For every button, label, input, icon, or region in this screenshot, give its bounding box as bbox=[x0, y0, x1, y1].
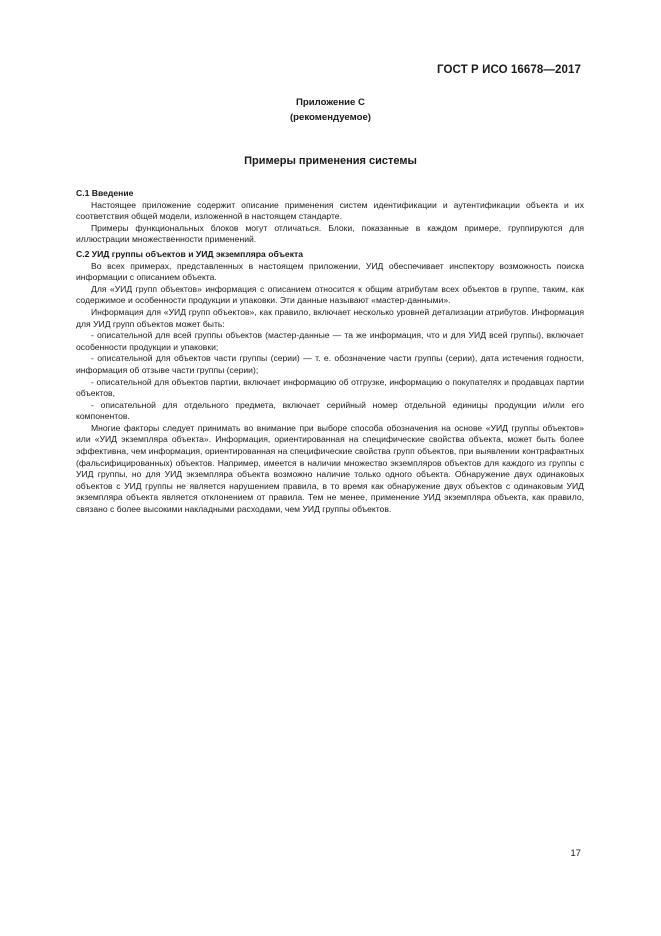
document-body bbox=[76, 188, 584, 516]
list-item: - описательной для объектов партии, включает информацию об отгрузке, информацию о покупателях и продавцах партии объектов, bbox=[76, 376, 584, 399]
section-uid-groups bbox=[76, 249, 584, 516]
page-number: 17 bbox=[570, 848, 581, 859]
list-item: - описательной для отдельного предмета, включает серийный номер отдельной единицы продукции и/или его компонентов. bbox=[76, 399, 584, 422]
annex-heading bbox=[0, 95, 661, 125]
paragraph: Информация для «УИД групп объектов», как правило, включает несколько уровней детализации атрибутов. Информация для УИД групп объектов может быть: bbox=[76, 306, 584, 329]
document-code-header: ГОСТ Р ИСО 16678—2017 bbox=[436, 64, 581, 76]
section-introduction bbox=[76, 188, 584, 246]
annex-status: (рекомендуемое) bbox=[289, 112, 371, 123]
section-heading: С.1 Введение bbox=[76, 188, 134, 198]
paragraph: Для «УИД групп объектов» информация с описанием относится к общим атрибутам всех объектов в группе, таким, как содержимое и особенности продукции и упаковки. Эти данные называют «мастер-данными». bbox=[76, 283, 584, 306]
paragraph: Многие факторы следует принимать во внимание при выборе способа обозначения на основе «УИД группы объектов» или «УИД экземпляра объекта». Информация, ориентированная на специфические свойства объекта, может быть более эффективна, чем информация, ориентированная на специфические свойства групп объектов, при выявлении контрафактных (фальсифицированных) объектов. Например, имеется в наличии множество экземпляров объектов для каждого из группы с УИД группы, но для УИД экземпляра объекта возможно наличие только одного объекта. Обнаружение двух одинаковых объектов с УИД группы не является нарушением правила, в то время как обнаружение двух объектов с одинаковым УИД экземпляра объекта является отклонением от правила. Тем не менее, применение УИД экземпляра объекта, как правило, связано с более высокими накладными расходами, чем УИД группы объектов. bbox=[76, 422, 584, 515]
annex-label: Приложение С bbox=[296, 97, 365, 108]
annex-title: Примеры применения системы bbox=[244, 155, 417, 167]
paragraph: Примеры функциональных блоков могут отличаться. Блоки, показанные в каждом примере, группируются для иллюстрации множественности применений. bbox=[76, 222, 584, 245]
paragraph: Настоящее приложение содержит описание применения систем идентификации и аутентификации объекта и их соответствия общей модели, изложенной в настоящем стандарте. bbox=[76, 199, 584, 222]
list-item: - описательной для объектов части группы (серии) — т. е. обозначение части группы (серии), дата истечения годности, информация об отзыве части группы (серии); bbox=[76, 353, 584, 375]
list-item: - описательной для всей группы объектов (мастер-данные — та же информация, что и для УИД всей группы), включает особенности продукции и упаковки; bbox=[76, 330, 584, 352]
section-heading: С.2 УИД группы объектов и УИД экземпляра объекта bbox=[76, 248, 303, 259]
paragraph: Во всех примерах, представленных в настоящем приложении, УИД обеспечивает инспектору возможность поиска информации с описанием объекта. bbox=[76, 260, 584, 283]
